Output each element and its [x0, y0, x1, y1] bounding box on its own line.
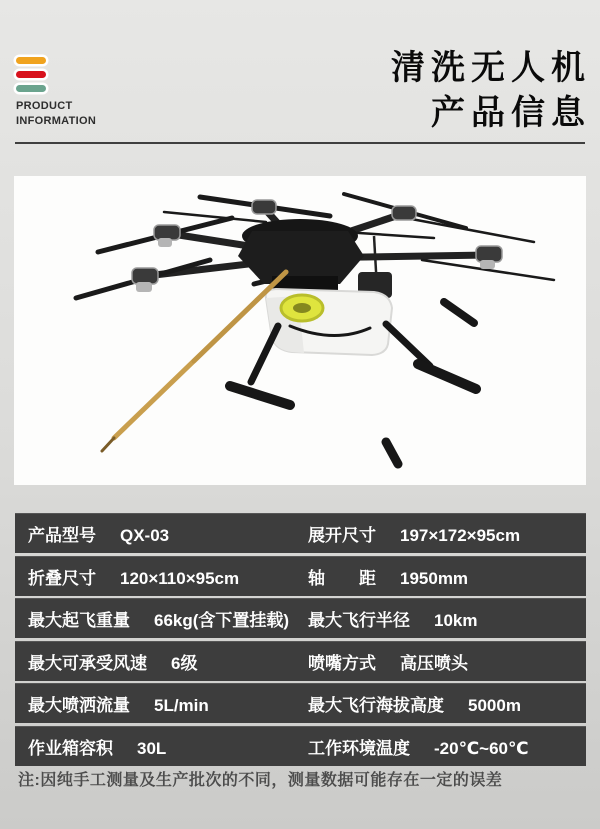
spec-label: 展开尺寸: [308, 526, 376, 545]
spec-table: [15, 513, 586, 768]
drone-illustration: [14, 176, 586, 485]
drone-tank: [266, 289, 392, 355]
product-image-panel: [14, 176, 586, 485]
spec-row: [15, 513, 586, 553]
spec-value: 120×110×95cm: [120, 568, 240, 588]
spec-value: 1950mm: [400, 568, 469, 588]
logo-text: [16, 99, 96, 129]
spec-label: 轴 距: [308, 568, 376, 588]
spec-label: 喷嘴方式: [308, 653, 376, 673]
spec-row: [15, 641, 586, 681]
spec-value: 30L: [137, 738, 167, 758]
spec-row: [15, 726, 586, 766]
logo-bar-teal: [16, 85, 46, 92]
spec-row: [15, 556, 586, 596]
spec-row: [15, 683, 586, 723]
spec-label: 最大可承受风速: [28, 653, 147, 673]
spec-value: 5000m: [468, 696, 521, 715]
logo-text-line1: PRODUCT: [16, 100, 73, 112]
header-divider: [15, 142, 585, 144]
spec-value: 10km: [434, 611, 478, 630]
spec-label: 最大飞行半径: [308, 611, 410, 630]
spec-value: -20℃~60℃: [434, 738, 529, 758]
page-title-line2: 产品信息: [431, 94, 591, 132]
spec-value: 5L/min: [154, 696, 209, 715]
spec-label: 折叠尺寸: [28, 568, 96, 588]
spec-label: 最大飞行海拔高度: [308, 696, 444, 715]
spec-label: 产品型号: [28, 526, 96, 545]
spec-label: 工作环境温度: [308, 738, 410, 758]
logo-bar-red: [16, 71, 46, 78]
spec-value: 66kg(含下置挂载): [154, 611, 290, 630]
spec-value: 197×172×95cm: [400, 526, 521, 545]
spec-value: QX-03: [120, 526, 170, 545]
logo-bars-icon: [16, 57, 46, 99]
spec-label: 作业箱容积: [28, 738, 113, 758]
spec-label: 最大起飞重量: [28, 611, 130, 630]
measurement-note: 注:因纯手工测量及生产批次的不同，测量数据可能存在一定的误差: [18, 772, 503, 789]
spec-value: 高压喷头: [400, 653, 468, 673]
spec-row: [15, 598, 586, 638]
spec-value: 6级: [171, 653, 198, 673]
page-title: [391, 46, 591, 136]
page-title-line1: 清洗无人机: [391, 49, 591, 87]
logo-text-line2: INFORMATION: [16, 115, 97, 127]
spec-label: 最大喷洒流量: [28, 696, 130, 715]
logo-bar-orange: [16, 57, 46, 64]
